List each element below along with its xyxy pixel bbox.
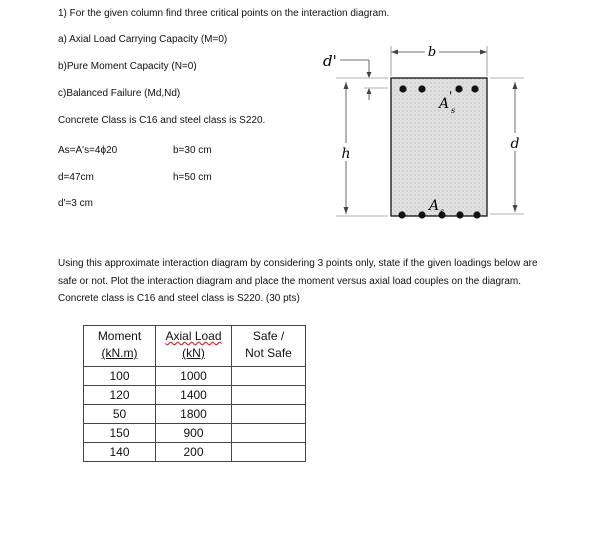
table-row — [84, 424, 306, 443]
safe-cell[interactable] — [232, 405, 306, 424]
top-steel-label: A — [439, 96, 450, 112]
steel-area: As=A's=4ϕ20 — [58, 145, 118, 156]
bottom-steel-label: A — [429, 198, 440, 214]
moment-cell: 150 — [84, 424, 156, 443]
part-b: b)Pure Moment Capacity (N=0) — [58, 61, 197, 72]
axial-header: Axial Load (kN) — [156, 326, 232, 367]
table-row — [84, 386, 306, 405]
axial-cell: 900 — [156, 424, 232, 443]
safe-cell[interactable] — [232, 386, 306, 405]
height-h: h=50 cm — [173, 172, 212, 183]
svg-text:': ' — [449, 89, 453, 103]
instructions: Using this approximate interaction diagram by considering 3 points only, state if the given loadings below are safe or not. Plot the interaction diagram and place the moment versus axial load couples on the diagram. Concrete class is C16 and steel class is S220. (30 pts) — [58, 258, 538, 304]
safe-header: Safe / Not Safe — [232, 326, 306, 367]
moment-header: Moment (kN.m) — [84, 326, 156, 367]
table-row — [84, 367, 306, 386]
safe-cell[interactable] — [232, 424, 306, 443]
dprime-label: d' — [323, 52, 337, 70]
b-label: b — [427, 45, 437, 60]
width-b: b=30 cm — [173, 145, 212, 156]
h-label: h — [341, 146, 351, 162]
depth-d: d=47cm — [58, 172, 94, 183]
safe-cell[interactable] — [232, 443, 306, 462]
table-header-row — [84, 326, 306, 367]
part-c: c)Balanced Failure (Md,Nd) — [58, 88, 181, 99]
loading-table — [83, 325, 306, 462]
material-classes: Concrete Class is C16 and steel class is S220. — [58, 115, 266, 126]
axial-cell: 1000 — [156, 367, 232, 386]
cover-dprime: d'=3 cm — [58, 198, 93, 209]
svg-text:s: s — [440, 207, 445, 216]
svg-text:s: s — [451, 106, 456, 115]
safe-cell[interactable] — [232, 367, 306, 386]
moment-cell: 100 — [84, 367, 156, 386]
axial-cell: 1800 — [156, 405, 232, 424]
moment-cell: 50 — [84, 405, 156, 424]
question-title: 1) For the given column find three critical points on the interaction diagram. — [58, 8, 390, 19]
moment-cell: 140 — [84, 443, 156, 462]
moment-cell: 120 — [84, 386, 156, 405]
column-section-diagram — [318, 38, 528, 223]
part-a: a) Axial Load Carrying Capacity (M=0) — [58, 34, 228, 45]
table-row — [84, 443, 306, 462]
axial-cell: 1400 — [156, 386, 232, 405]
table-row — [84, 405, 306, 424]
axial-cell: 200 — [156, 443, 232, 462]
d-label: d — [510, 136, 520, 152]
